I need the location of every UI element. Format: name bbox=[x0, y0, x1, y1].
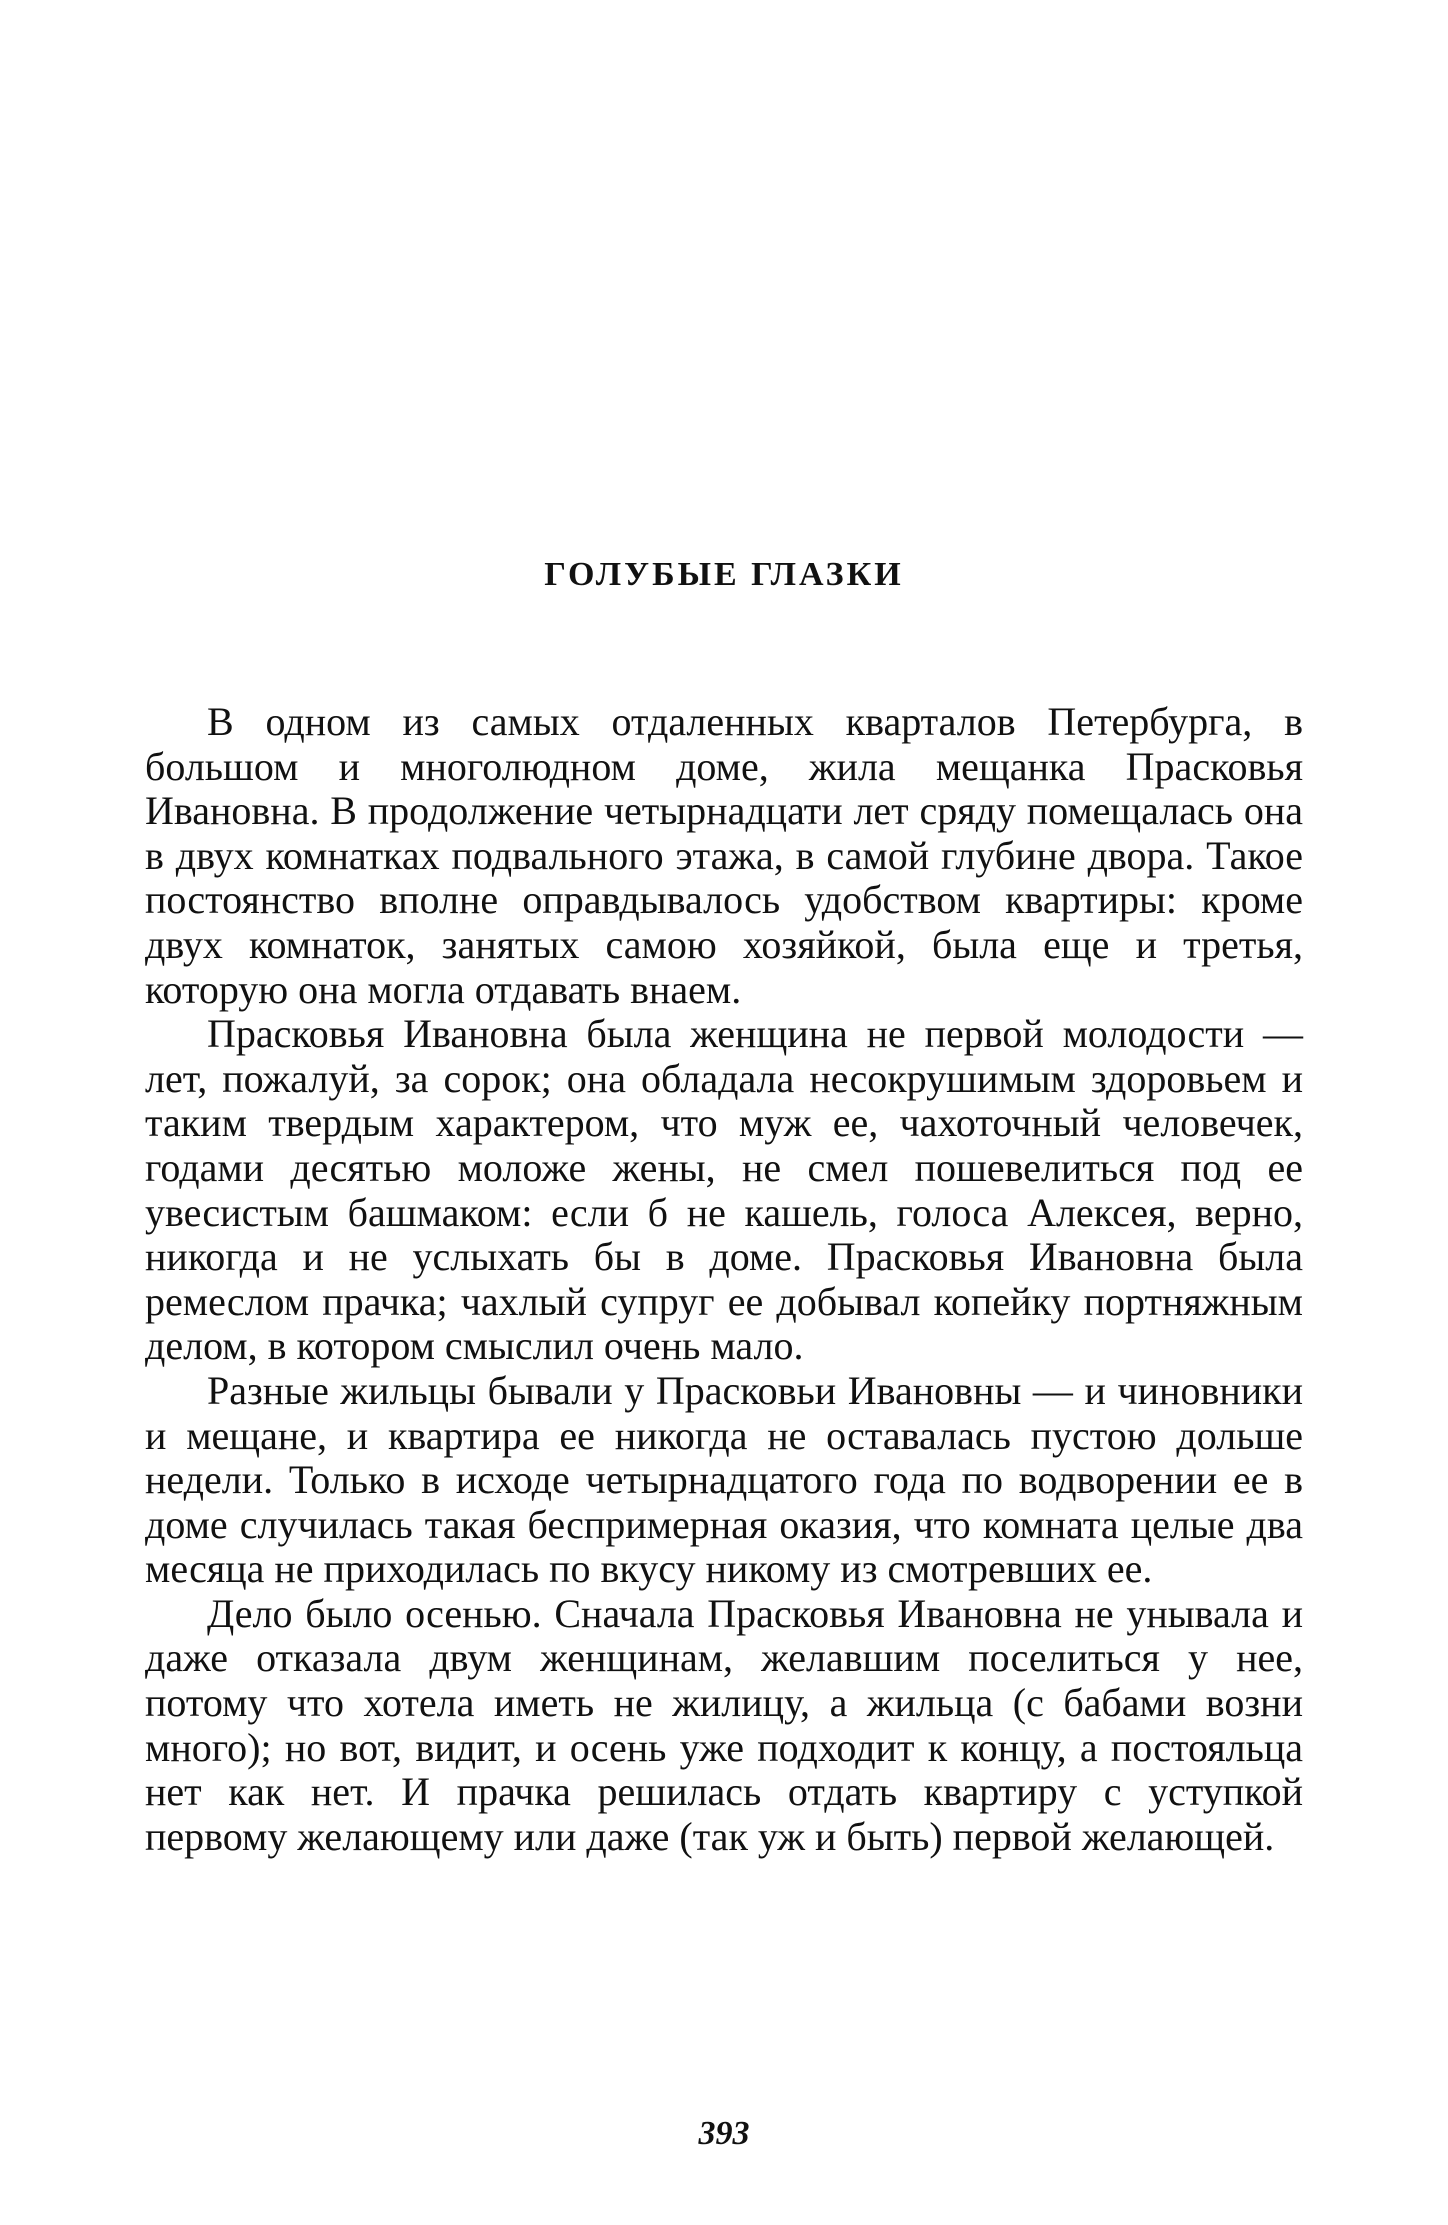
chapter-title: ГОЛУБЫЕ ГЛАЗКИ bbox=[544, 556, 904, 593]
page-number: 393 bbox=[698, 2115, 750, 2152]
paragraph-1: В одном из самых отдаленных кварталов Петербурга, в большом и многолюдном доме, жила мещанка Прасковья Ивановна. В продолжение четырнадцати лет сряду помещалась она в двух комнатках подвального этажа, в самой глубине двора. Такое постоянство вполне оправдывалось удобством квартиры: кроме двух комнаток, занятых самою хозяйкой, была еще и третья, которую она могла отдавать внаем. bbox=[145, 699, 1303, 1012]
body-text bbox=[145, 700, 1303, 1859]
paragraph-2: Прасковья Ивановна была женщина не первой молодости — лет, пожалуй, за сорок; она обладала несокрушимым здоровьем и таким твердым характером, что муж ее, чахоточный человечек, годами десятью моложе жены, не смел пошевелиться под ее увесистым башмаком: если б не кашель, голоса Алексея, верно, никогда и не услыхать бы в доме. Прасковья Ивановна была ремеслом прачка; чахлый супруг ее добывал копейку портняжным делом, в котором смыслил очень мало. bbox=[145, 1011, 1303, 1369]
paragraph-4: Дело было осенью. Сначала Прасковья Ивановна не унывала и даже отказала двум женщинам, желавшим поселиться у нее, потому что хотела иметь не жилицу, а жильца (с бабами возни много); но вот, видит, и осень уже подходит к концу, а постояльца нет как нет. И прачка решилась отдать квартиру с уступкой первому желающему или даже (так уж и быть) первой желающей. bbox=[145, 1590, 1303, 1859]
paragraph-3: Разные жильцы бывали у Прасковьи Ивановны — и чиновники и мещане, и квартира ее никогда не оставалась пустою дольше недели. Только в исходе четырнадцатого года по водворении ее в доме случилась такая беспримерная оказия, что комната целые два месяца не приходилась по вкусу никому из смотревших ее. bbox=[145, 1367, 1303, 1592]
